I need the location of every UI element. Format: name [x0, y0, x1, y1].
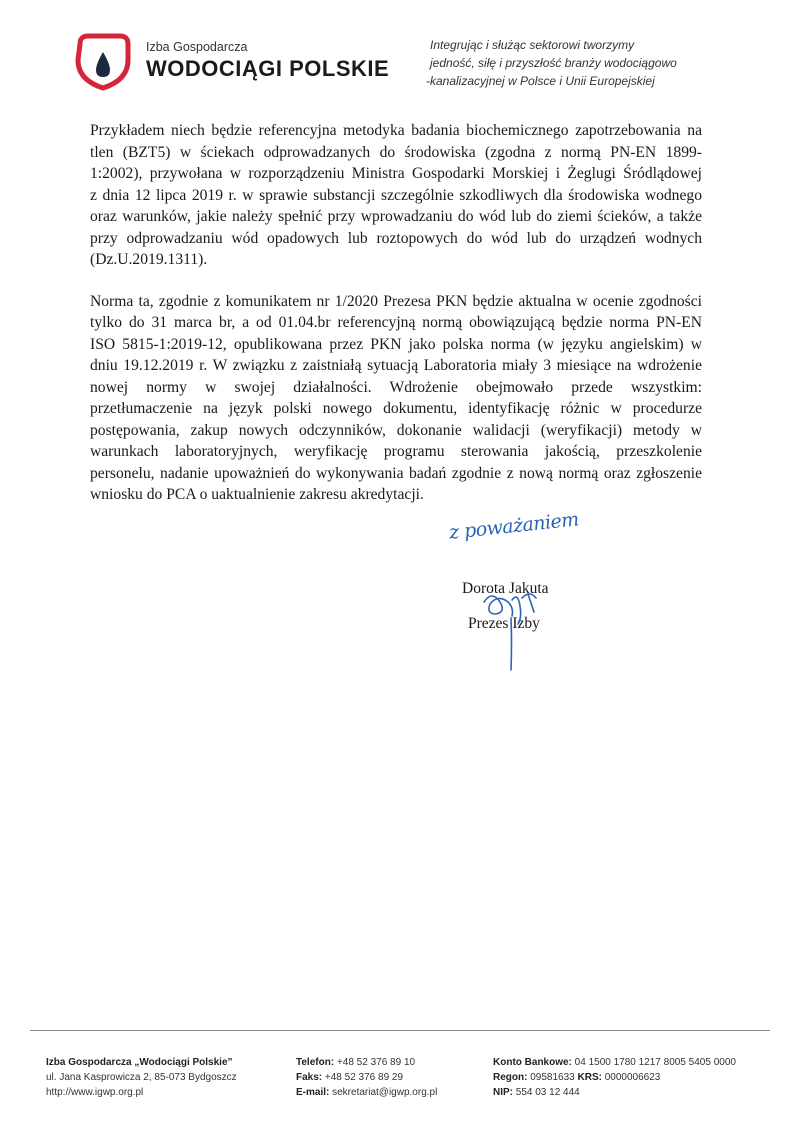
- phone-label: Telefon:: [296, 1057, 335, 1068]
- handwritten-greeting-text: z poważaniem: [448, 508, 580, 544]
- bank-value: 04 1500 1780 1217 8005 5405 0000: [574, 1057, 736, 1068]
- text-line: Norma ta, zgodnie z komunikatem nr 1/2020 Prezesa PKN będzie aktualna w ocenie zgodności: [90, 292, 702, 310]
- text-line: Przykładem niech będzie referencyjna metodyka badania biochemicznego zapotrzebowania na: [90, 122, 702, 139]
- phone-value: +48 52 376 89 10: [336, 1057, 416, 1068]
- org-name-big: WODOCIĄGI POLSKIE: [146, 56, 390, 81]
- footer-website[interactable]: http://www.igwp.org.pl: [46, 1087, 144, 1098]
- handwritten-greeting: [448, 508, 598, 572]
- letter-body: [90, 120, 702, 526]
- signer-name: Dorota Jakuta: [462, 580, 549, 597]
- text-line: wniosku do PCA o uaktualnienie zakresu akredytacji.: [90, 486, 424, 503]
- text-line: tylko do 31 marca br, a od 01.04.br referencyjną normą obowiązującą będzie norma PN-EN: [90, 314, 702, 331]
- regon-value: 09581633: [530, 1072, 575, 1083]
- footer-org-name: Izba Gospodarcza „Wodociągi Polskie”: [46, 1057, 233, 1068]
- email-label: E-mail:: [296, 1087, 330, 1098]
- motto-line: -kanalizacyjnej w Polsce i Unii Europejskiej: [426, 74, 655, 88]
- footer-divider: [30, 1030, 770, 1031]
- text-line: przy odprowadzaniu wód opadowych lub roztopowych do wód lub do urządzeń wodnych: [90, 229, 702, 247]
- bank-label: Konto Bankowe:: [493, 1057, 572, 1068]
- text-line: warunkach laboratoryjnych, weryfikację programu sterowania jakością, przeszkolenie: [90, 443, 702, 460]
- text-line: postępowania, zakup nowych odczynników, dokonanie walidacji (weryfikacji) metody w: [90, 421, 702, 439]
- nip-value: 554 03 12 444: [515, 1087, 580, 1098]
- paragraph-1: [90, 120, 702, 271]
- krs-value: 0000006623: [604, 1072, 661, 1083]
- text-line: 1:2002), przywołana w rozporządzeniu Ministra Gospodarki Morskiej i Żeglugi Śródlądowej: [90, 165, 702, 182]
- motto-line: jedność, siłę i przyszłość branży wodociągowo: [430, 56, 677, 70]
- footer-registry: [493, 1055, 736, 1100]
- signer-role: Prezes Izby: [468, 615, 540, 632]
- text-line: dniu 19.12.2019 r. W związku z zaistniałą sytuacją Laboratoria miały 3 miesiące na wdrożenie: [90, 357, 702, 374]
- regon-label: Regon:: [493, 1072, 528, 1083]
- nip-label: NIP:: [493, 1087, 513, 1098]
- motto: [426, 36, 750, 90]
- text-line: (Dz.U.2019.1311).: [90, 251, 208, 268]
- paragraph-2: [90, 291, 702, 506]
- water-drop-logo-icon: [72, 30, 134, 92]
- org-name-small: Izba Gospodarcza: [146, 40, 248, 54]
- text-line: personelu, nadanie upoważnień do wykonywania badań zgodnie z nową normą oraz zgłoszenie: [90, 464, 702, 482]
- footer-address: [46, 1055, 237, 1100]
- text-line: nowej normy w swojej działalności. Wdrożenie obejmowało przede wszystkim:: [90, 378, 702, 396]
- footer-contact: [296, 1055, 437, 1100]
- krs-label: KRS:: [577, 1072, 602, 1083]
- email-value[interactable]: sekretariat@igwp.org.pl: [332, 1087, 438, 1098]
- fax-label: Faks:: [296, 1072, 323, 1083]
- text-line: tlen (BZT5) w ściekach odprowadzanych do środowiska (zgodna z normą PN-EN 1899-: [90, 143, 702, 161]
- handwritten-signature: [478, 588, 558, 678]
- motto-line: Integrując i służąc sektorowi tworzymy: [430, 38, 635, 52]
- text-line: z dnia 12 lipca 2019 r. w sprawie substancji szczególnie szkodliwych dla środowiska wodnego: [90, 186, 702, 204]
- org-brand: [146, 40, 389, 81]
- text-line: ISO 5815-1:2019-12, opublikowana przez PKN jako polska norma (w języku angielskim) w: [90, 335, 702, 353]
- text-line: oraz warunków, jakie należy spełnić przy wprowadzaniu do wód lub do ziemi ścieków, a także: [90, 208, 702, 225]
- text-line: przetłumaczenie na język polski nowego dokumentu, identyfikację różnic w procedurze: [90, 400, 702, 417]
- fax-value: +48 52 376 89 29: [324, 1072, 404, 1083]
- footer-street: ul. Jana Kasprowicza 2, 85-073 Bydgoszcz: [46, 1072, 237, 1083]
